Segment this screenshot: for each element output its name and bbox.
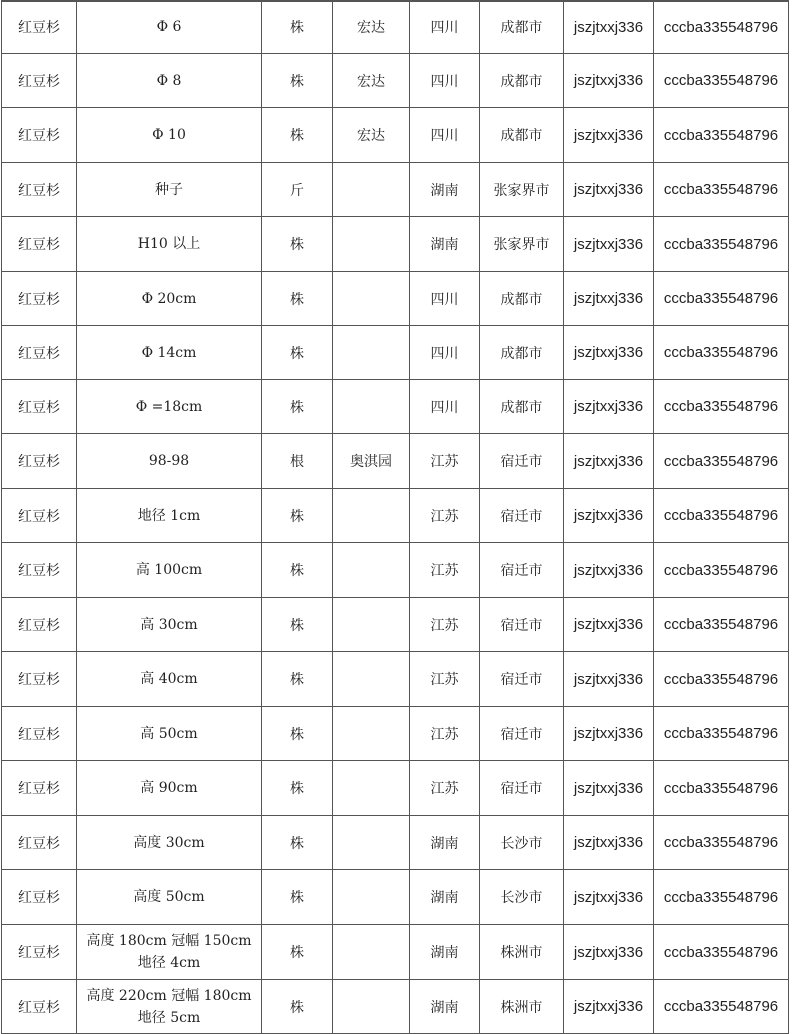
spec-line: 高度 50cm — [133, 889, 205, 905]
cell-city: 宿迁市 — [480, 598, 564, 652]
cell-ref-code: cccba335548796 — [654, 326, 789, 380]
cell-contact-id: jszjtxxj336 — [564, 870, 654, 925]
cell-plant-name: 红豆杉 — [2, 272, 77, 326]
cell-province: 江苏 — [410, 489, 480, 543]
cell-spec — [77, 217, 262, 272]
cell-province: 湖南 — [410, 217, 480, 272]
cell-supplier — [333, 870, 410, 925]
cell-unit: 株 — [262, 707, 333, 761]
cell-contact-id: jszjtxxj336 — [564, 707, 654, 761]
cell-province: 四川 — [410, 326, 480, 380]
cell-plant-name: 红豆杉 — [2, 380, 77, 434]
table-row — [2, 870, 789, 925]
cell-contact-id: jszjtxxj336 — [564, 1, 654, 54]
spec-line: 高度 30cm — [133, 834, 205, 851]
cell-unit: 株 — [262, 543, 333, 598]
cell-supplier — [333, 272, 410, 326]
cell-spec — [77, 489, 262, 543]
cell-city: 宿迁市 — [480, 489, 564, 543]
cell-spec — [77, 108, 262, 163]
cell-contact-id: jszjtxxj336 — [564, 54, 654, 108]
cell-contact-id: jszjtxxj336 — [564, 925, 654, 980]
cell-supplier: 奥淇园 — [333, 434, 410, 489]
cell-unit: 株 — [262, 598, 333, 652]
cell-plant-name: 红豆杉 — [2, 1, 77, 54]
cell-ref-code: cccba335548796 — [654, 598, 789, 652]
cell-ref-code: cccba335548796 — [654, 543, 789, 598]
cell-province: 湖南 — [410, 980, 480, 1034]
cell-spec — [77, 54, 262, 108]
cell-supplier — [333, 925, 410, 980]
cell-contact-id: jszjtxxj336 — [564, 543, 654, 598]
cell-city: 长沙市 — [480, 816, 564, 870]
spec-line: 高 30cm — [140, 616, 198, 633]
cell-contact-id: jszjtxxj336 — [564, 272, 654, 326]
cell-city: 宿迁市 — [480, 652, 564, 707]
cell-spec — [77, 434, 262, 489]
cell-contact-id: jszjtxxj336 — [564, 326, 654, 380]
table-row — [2, 543, 789, 598]
table-row — [2, 163, 789, 217]
table-row — [2, 980, 789, 1034]
cell-ref-code: cccba335548796 — [654, 980, 789, 1034]
cell-province: 江苏 — [410, 761, 480, 816]
cell-province: 四川 — [410, 54, 480, 108]
cell-plant-name: 红豆杉 — [2, 163, 77, 217]
cell-contact-id: jszjtxxj336 — [564, 489, 654, 543]
cell-contact-id: jszjtxxj336 — [564, 380, 654, 434]
cell-contact-id: jszjtxxj336 — [564, 217, 654, 272]
cell-city: 张家界市 — [480, 217, 564, 272]
table-row — [2, 108, 789, 163]
spec-line: 高 90cm — [140, 780, 198, 796]
cell-city: 成都市 — [480, 108, 564, 163]
spec-line: 地径 4cm — [137, 955, 201, 971]
cell-unit: 株 — [262, 652, 333, 707]
cell-spec — [77, 761, 262, 816]
spec-line: Φ 10 — [152, 127, 186, 143]
cell-contact-id: jszjtxxj336 — [564, 434, 654, 489]
spec-line: 地径 5cm — [137, 1009, 201, 1026]
cell-supplier — [333, 217, 410, 272]
table-row — [2, 489, 789, 543]
cell-province: 湖南 — [410, 925, 480, 980]
cell-spec — [77, 272, 262, 326]
table-row — [2, 272, 789, 326]
cell-contact-id: jszjtxxj336 — [564, 652, 654, 707]
cell-ref-code: cccba335548796 — [654, 434, 789, 489]
cell-unit: 株 — [262, 217, 333, 272]
spec-line: 地径 1cm — [137, 507, 201, 524]
cell-plant-name: 红豆杉 — [2, 326, 77, 380]
table-row — [2, 652, 789, 707]
cell-province: 江苏 — [410, 598, 480, 652]
cell-unit: 株 — [262, 54, 333, 108]
spec-line: Φ 14cm — [141, 344, 197, 361]
cell-supplier — [333, 326, 410, 380]
cell-contact-id: jszjtxxj336 — [564, 108, 654, 163]
cell-province: 四川 — [410, 1, 480, 54]
cell-city: 长沙市 — [480, 870, 564, 925]
cell-plant-name: 红豆杉 — [2, 434, 77, 489]
cell-province: 江苏 — [410, 652, 480, 707]
cell-ref-code: cccba335548796 — [654, 925, 789, 980]
cell-city: 宿迁市 — [480, 761, 564, 816]
cell-plant-name: 红豆杉 — [2, 598, 77, 652]
cell-ref-code: cccba335548796 — [654, 217, 789, 272]
cell-city: 成都市 — [480, 272, 564, 326]
cell-plant-name: 红豆杉 — [2, 652, 77, 707]
cell-city: 成都市 — [480, 380, 564, 434]
cell-spec — [77, 598, 262, 652]
spec-line: 种子 — [155, 181, 183, 198]
cell-unit: 株 — [262, 761, 333, 816]
cell-supplier — [333, 707, 410, 761]
table-row — [2, 326, 789, 380]
cell-supplier — [333, 543, 410, 598]
cell-ref-code: cccba335548796 — [654, 489, 789, 543]
table-row — [2, 217, 789, 272]
spec-line: 高 50cm — [140, 725, 198, 742]
cell-unit: 株 — [262, 380, 333, 434]
cell-province: 湖南 — [410, 163, 480, 217]
cell-contact-id: jszjtxxj336 — [564, 598, 654, 652]
cell-contact-id: jszjtxxj336 — [564, 163, 654, 217]
cell-plant-name: 红豆杉 — [2, 54, 77, 108]
spec-line: Φ 6 — [156, 19, 182, 35]
cell-supplier — [333, 761, 410, 816]
spec-line: 高度 220cm 冠幅 180cm — [86, 987, 252, 1004]
cell-spec — [77, 925, 262, 980]
cell-supplier — [333, 598, 410, 652]
cell-supplier: 宏达 — [333, 1, 410, 54]
cell-plant-name: 红豆杉 — [2, 925, 77, 980]
cell-spec — [77, 163, 262, 217]
cell-province: 湖南 — [410, 870, 480, 925]
cell-spec — [77, 326, 262, 380]
cell-supplier — [333, 980, 410, 1034]
cell-unit: 斤 — [262, 163, 333, 217]
table-row — [2, 598, 789, 652]
seedling-price-table — [1, 0, 789, 1034]
spec-line: 高 40cm — [140, 671, 198, 687]
table-row — [2, 761, 789, 816]
cell-ref-code: cccba335548796 — [654, 108, 789, 163]
cell-city: 成都市 — [480, 1, 564, 54]
cell-city: 张家界市 — [480, 163, 564, 217]
cell-unit: 株 — [262, 980, 333, 1034]
cell-province: 四川 — [410, 272, 480, 326]
cell-supplier — [333, 652, 410, 707]
table-row — [2, 707, 789, 761]
cell-ref-code: cccba335548796 — [654, 380, 789, 434]
table-row — [2, 434, 789, 489]
cell-province: 四川 — [410, 108, 480, 163]
cell-plant-name: 红豆杉 — [2, 543, 77, 598]
cell-ref-code: cccba335548796 — [654, 163, 789, 217]
cell-ref-code: cccba335548796 — [654, 272, 789, 326]
cell-spec — [77, 980, 262, 1034]
cell-province: 江苏 — [410, 707, 480, 761]
cell-spec — [77, 380, 262, 434]
cell-ref-code: cccba335548796 — [654, 1, 789, 54]
cell-plant-name: 红豆杉 — [2, 108, 77, 163]
cell-ref-code: cccba335548796 — [654, 652, 789, 707]
cell-city: 成都市 — [480, 54, 564, 108]
cell-province: 四川 — [410, 380, 480, 434]
cell-ref-code: cccba335548796 — [654, 870, 789, 925]
cell-contact-id: jszjtxxj336 — [564, 761, 654, 816]
spec-line: 高 100cm — [135, 562, 203, 578]
cell-plant-name: 红豆杉 — [2, 761, 77, 816]
cell-city: 宿迁市 — [480, 543, 564, 598]
cell-unit: 株 — [262, 1, 333, 54]
cell-ref-code: cccba335548796 — [654, 761, 789, 816]
cell-ref-code: cccba335548796 — [654, 54, 789, 108]
spec-line: Φ =18cm — [135, 398, 203, 415]
spec-line: 98-98 — [148, 453, 190, 469]
cell-plant-name: 红豆杉 — [2, 707, 77, 761]
cell-contact-id: jszjtxxj336 — [564, 816, 654, 870]
table-row — [2, 816, 789, 870]
cell-province: 江苏 — [410, 434, 480, 489]
cell-city: 宿迁市 — [480, 434, 564, 489]
cell-unit: 株 — [262, 816, 333, 870]
cell-city: 成都市 — [480, 326, 564, 380]
cell-city: 宿迁市 — [480, 707, 564, 761]
cell-spec — [77, 707, 262, 761]
cell-supplier: 宏达 — [333, 54, 410, 108]
cell-province: 江苏 — [410, 543, 480, 598]
table-row — [2, 925, 789, 980]
cell-city: 株洲市 — [480, 925, 564, 980]
table-body — [2, 1, 789, 1034]
table-row — [2, 380, 789, 434]
spec-line: Φ 8 — [156, 72, 182, 89]
spec-line: Φ 20cm — [141, 290, 197, 307]
cell-contact-id: jszjtxxj336 — [564, 980, 654, 1034]
cell-supplier — [333, 816, 410, 870]
cell-plant-name: 红豆杉 — [2, 489, 77, 543]
cell-supplier — [333, 380, 410, 434]
spec-line: 高度 180cm 冠幅 150cm — [86, 933, 252, 949]
cell-unit: 株 — [262, 489, 333, 543]
cell-unit: 株 — [262, 272, 333, 326]
cell-ref-code: cccba335548796 — [654, 707, 789, 761]
table-row — [2, 1, 789, 54]
cell-supplier: 宏达 — [333, 108, 410, 163]
cell-spec — [77, 870, 262, 925]
cell-plant-name: 红豆杉 — [2, 816, 77, 870]
cell-province: 湖南 — [410, 816, 480, 870]
cell-ref-code: cccba335548796 — [654, 816, 789, 870]
cell-unit: 根 — [262, 434, 333, 489]
cell-supplier — [333, 489, 410, 543]
spec-line: H10 以上 — [137, 236, 201, 252]
cell-plant-name: 红豆杉 — [2, 980, 77, 1034]
cell-plant-name: 红豆杉 — [2, 870, 77, 925]
cell-unit: 株 — [262, 108, 333, 163]
cell-plant-name: 红豆杉 — [2, 217, 77, 272]
cell-spec — [77, 543, 262, 598]
cell-spec — [77, 1, 262, 54]
cell-city: 株洲市 — [480, 980, 564, 1034]
cell-unit: 株 — [262, 326, 333, 380]
cell-spec — [77, 816, 262, 870]
cell-unit: 株 — [262, 925, 333, 980]
cell-supplier — [333, 163, 410, 217]
cell-spec — [77, 652, 262, 707]
table-row — [2, 54, 789, 108]
cell-unit: 株 — [262, 870, 333, 925]
